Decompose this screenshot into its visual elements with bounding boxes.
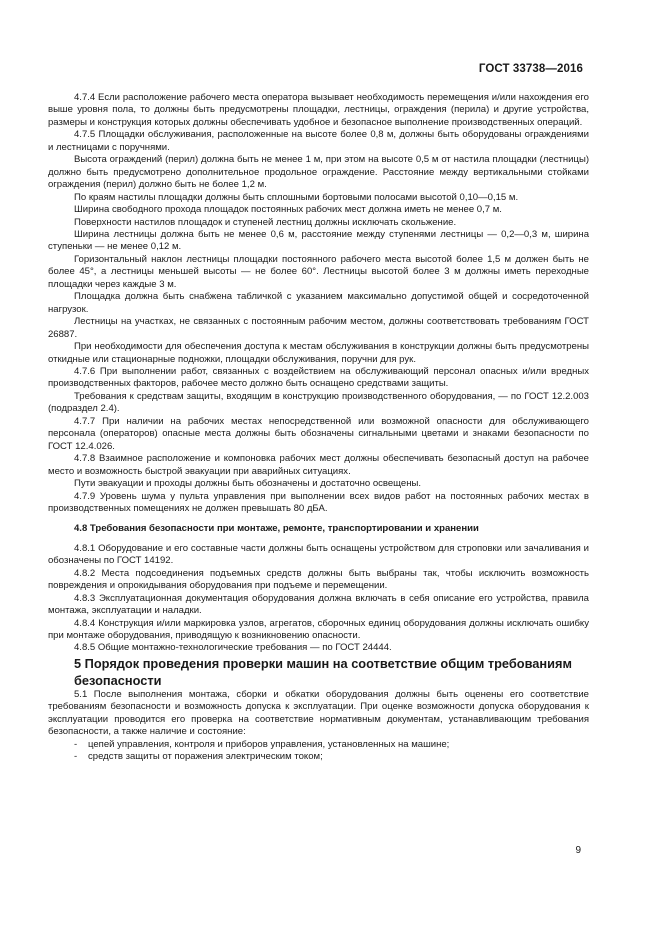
paragraph: Высота ограждений (перил) должна быть не менее 1 м, при этом на высоте 0,5 м от настила площадки (лестницы) должно быть предусмотрено дополнительное продольное ограждение. Расстояние между вертикальными стойками ограждения (перил) должно быть не более 1,2 м. xyxy=(48,154,589,191)
paragraph: 4.8.1 Оборудование и его составные части должны быть оснащены устройством для строповки или зачаливания и обозначены по ГОСТ 14192. xyxy=(48,542,589,567)
page-number: 9 xyxy=(575,845,581,856)
paragraph: 4.7.5 Площадки обслуживания, расположенные на высоте более 0,8 м, должны быть оборудованы ограждениями и лестницами с поручнями. xyxy=(48,129,589,153)
paragraph: Ширина лестницы должна быть не менее 0,6 м, расстояние между ступенями лестницы — 0,2—0,3 м, ширина ступеньки — не менее 0,12 м. xyxy=(48,228,589,253)
paragraph: Пути эвакуации и проходы должны быть обозначены и достаточно освещены. xyxy=(74,478,422,490)
paragraph: 4.7.9 Уровень шума у пульта управления при выполнении всех видов работ на постоянных рабочих местах в производственных помещениях не должен превышать 80 дБА. xyxy=(48,490,589,514)
list-item xyxy=(48,751,589,763)
paragraph: 4.8.3 Эксплуатационная документация оборудования должна включать в себя описание его устройства, правила монтажа, эксплуатации и наладки. xyxy=(48,592,589,617)
paragraph: 4.8.2 Места подсоединения подъемных средств должны быть выбраны так, чтобы исключить возможность повреждения и опрокидывания оборудования при подъеме и перемещении. xyxy=(48,567,589,592)
dash-marker: - xyxy=(74,751,78,763)
section-heading: 5 Порядок проведения проверки машин на соответствие общим требованиям безопасности xyxy=(74,655,572,688)
paragraph: 4.7.6 При выполнении работ, связанных с воздействием на обслуживающий персонал опасных и/или вредных производственных факторов, рабочее место должно быть оснащено средствами защиты. xyxy=(48,365,589,390)
paragraph: При необходимости для обеспечения доступа к местам обслуживания в конструкции должны быть предусмотрены откидные или стационарные подножки, площадки обслуживания, поручни для рук. xyxy=(48,341,589,365)
paragraph: 4.7.4 Если расположение рабочего места оператора вызывает необходимость перемещения и/или нахождения его выше уровня пола, то должны быть предусмотрены площадки, лестницы, ограждения (перила) и другие устройства, размеры и конструкция которых должны обеспечивать удобное и безопасное выполнение производственных операций. xyxy=(48,92,589,128)
list-item-text: средств защиты от поражения электрическим током; xyxy=(88,751,323,763)
paragraph: Лестницы на участках, не связанных с постоянным рабочим местом, должны соответствовать требованиям ГОСТ 26887. xyxy=(48,316,589,340)
paragraph: Горизонтальный наклон лестницы площадки постоянного рабочего места высотой более 1,5 м должен быть не более 45°, а лестницы меньшей высоты — не более 60°. Лестницы высотой более 3 м должны иметь переходные площадки через каждые 3 м. xyxy=(48,253,589,290)
paragraph: Поверхности настилов площадок и ступеней лестниц должны исключать скольжение. xyxy=(74,216,457,228)
paragraph: 4.8.5 Общие монтажно-технологические требования — по ГОСТ 24444. xyxy=(74,642,392,654)
paragraph: 4.7.8 Взаимное расположение и компоновка рабочих мест должны обеспечивать безопасный доступ на рабочее место и возможность быстрой эвакуации при аварийных ситуациях. xyxy=(48,453,589,477)
paragraph: 5.1 После выполнения монтажа, сборки и обкатки оборудования должны быть оценены его соответствие требованиям безопасности и возможность допуска к эксплуатации. При оценке возможности допуска оборудования к эксплуатации проводится его проверка на соответствие нормативным документам, устанавливающим требования безопасности, а также наличие и состояние: xyxy=(48,688,589,738)
subsection-heading: 4.8 Требования безопасности при монтаже, ремонте, транспортировании и хранении xyxy=(74,523,479,535)
paragraph: 4.7.7 При наличии на рабочих местах непосредственной или возможной опасности для обслуживающего персонала (операторов) опасные места должны быть обозначены сигнальными цветами и знаками безопасности по ГОСТ 12.4.026. xyxy=(48,415,589,452)
dash-marker: - xyxy=(74,738,78,750)
list-item xyxy=(48,739,589,751)
paragraph: Площадка должна быть снабжена табличкой с указанием максимально допустимой общей и сосредоточенной нагрузок. xyxy=(48,291,589,315)
list-item-text: цепей управления, контроля и приборов управления, установленных на машине; xyxy=(88,738,450,750)
paragraph: 4.8.4 Конструкция и/или маркировка узлов, агрегатов, сборочных единиц оборудования должны исключать ошибку при монтаже оборудования, приводящую к возникновению опасности. xyxy=(48,617,589,642)
paragraph: Ширина свободного прохода площадок постоянных рабочих мест должна иметь не менее 0,7 м. xyxy=(74,204,502,216)
document-code: ГОСТ 33738—2016 xyxy=(478,63,583,75)
paragraph: По краям настилы площадки должны быть сплошными бортовыми полосами высотой 0,10—0,15 м. xyxy=(74,191,519,203)
document-body xyxy=(48,92,589,764)
paragraph: Требования к средствам защиты, входящим в конструкцию производственного оборудования, — по ГОСТ 12.2.003 (подраздел 2.4). xyxy=(48,390,589,415)
